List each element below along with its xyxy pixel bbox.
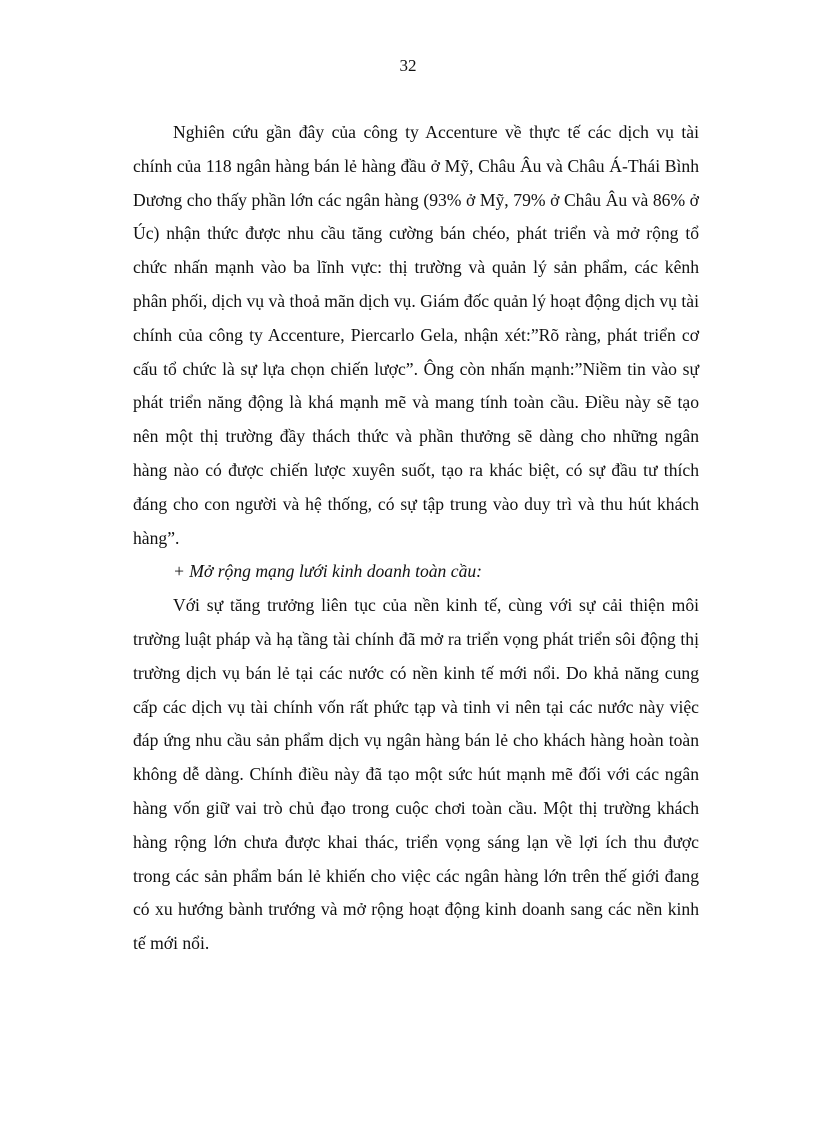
section-heading: + Mở rộng mạng lưới kinh doanh toàn cầu: [173, 561, 483, 582]
paragraph-global-expansion: Với sự tăng trưởng liên tục của nền kinh tế, cùng với sự cải thiện môi trường luật pháp và hạ tầng tài chính đã mở ra triển vọng phát triển sôi động thị trường dịch vụ bán lẻ tại các nước có nền kinh tế mới nổi. Do khả năng cung cấp các dịch vụ tài chính vốn rất phức tạp và tinh vi nên tại các nước này việc đáp ứng nhu cầu sản phẩm dịch vụ ngân hàng bán lẻ cho khách hàng hoàn toàn không dễ dàng. Chính điều này đã tạo một sức hút mạnh mẽ đối với các ngân hàng vốn giữ vai trò chủ đạo trong cuộc chơi toàn cầu. Một thị trường khách hàng rộng lớn chưa được khai thác, triển vọng sáng lạn về lợi ích thu được trong các sản phẩm bán lẻ khiến cho việc các ngân hàng lớn trên thế giới đang có xu hướng bành trướng và mở rộng hoạt động kinh doanh sang các nền kinh tế mới nổi. [133, 595, 699, 954]
paragraph-accenture-research: Nghiên cứu gần đây của công ty Accenture về thực tế các dịch vụ tài chính của 118 ngân hàng bán lẻ hàng đầu ở Mỹ, Châu Âu và Châu Á-Thái Bình Dương cho thấy phần lớn các ngân hàng (93% ở Mỹ, 79% ở Châu Âu và 86% ở Úc) nhận thức được nhu cầu tăng cường bán chéo, phát triển và mở rộng tổ chức nhấn mạnh vào ba lĩnh vực: thị trường và quản lý sản phẩm, các kênh phân phối, dịch vụ và thoả mãn dịch vụ. Giám đốc quản lý hoạt động dịch vụ tài chính của công ty Accenture, Piercarlo Gela, nhận xét:”Rõ ràng, phát triển cơ cấu tổ chức là sự lựa chọn chiến lược”. Ông còn nhấn mạnh:”Niềm tin vào sự phát triển năng động là khá mạnh mẽ và mang tính toàn cầu. Điều này sẽ tạo nên một thị trường đầy thách thức và phần thưởng sẽ dàng cho những ngân hàng nào có được chiến lược xuyên suốt, tạo ra khác biệt, có sự đầu tư thích đáng cho con người và hệ thống, có sự tập trung vào duy trì và thu hút khách hàng”. [133, 122, 699, 548]
body-text [133, 116, 699, 961]
page-number: 32 [399, 56, 417, 75]
